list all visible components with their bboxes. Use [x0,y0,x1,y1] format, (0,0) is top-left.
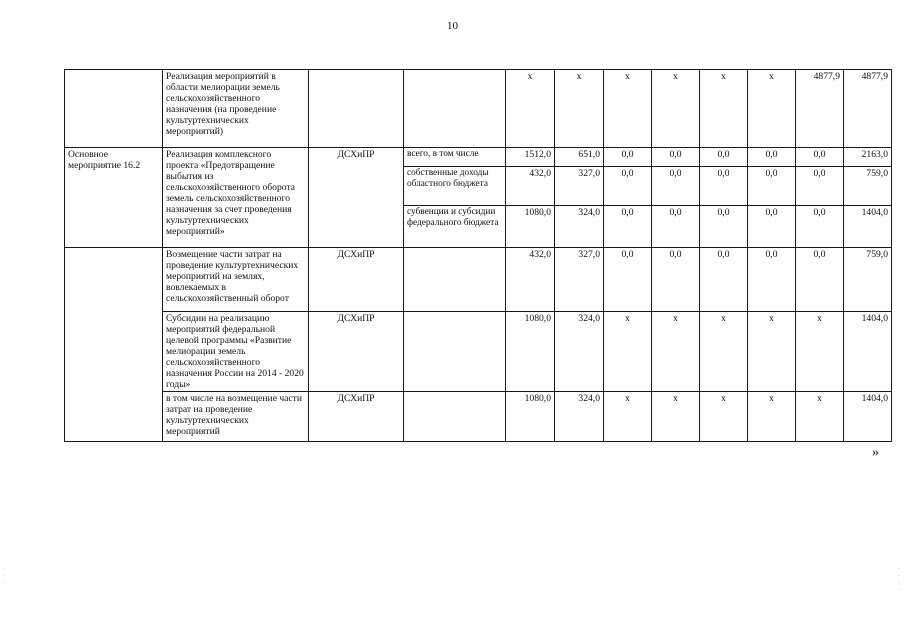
value-cell: 0,0 [796,206,844,248]
event-cell: в том числе на возмещение части затрат на проведение культуртехнических мероприятий [163,392,309,442]
source-cell [404,70,506,148]
value-cell: 432,0 [506,167,555,206]
value-cell: 0,0 [748,167,796,206]
source-cell: собственные доходы областного бюджета [404,167,506,206]
measure-cell [65,70,163,148]
value-cell: 0,0 [652,148,700,167]
budget-table [64,69,892,442]
value-cell: х [652,70,700,148]
value-cell: х [748,70,796,148]
table-row [65,312,892,392]
value-cell: 324,0 [555,206,604,248]
value-cell: 0,0 [604,167,652,206]
event-cell: Реализация мероприятий в области мелиорации земель сельскохозяйственного назначения (на проведение культуртехнических мероприятий) [163,70,309,148]
value-cell: 0,0 [796,248,844,312]
value-cell: х [700,392,748,442]
source-cell: всего, в том числе [404,148,506,167]
value-cell: 0,0 [700,167,748,206]
executor-cell: ДСХиПР [309,392,404,442]
total-cell: 2163,0 [844,148,892,167]
value-cell: х [748,312,796,392]
table-row [65,70,892,148]
table-row [65,392,892,442]
value-cell: 324,0 [555,392,604,442]
value-cell: 324,0 [555,312,604,392]
value-cell: х [652,312,700,392]
executor-cell [309,70,404,148]
value-cell: 0,0 [700,248,748,312]
value-cell: х [748,392,796,442]
value-cell: х [796,312,844,392]
value-cell: 0,0 [700,148,748,167]
value-cell: 0,0 [604,148,652,167]
executor-cell: ДСХиПР [309,248,404,312]
source-cell [404,312,506,392]
value-cell: 0,0 [748,148,796,167]
table-row [65,248,892,312]
source-cell: субвенции и субсидии федерального бюджета [404,206,506,248]
page-number: 10 [447,20,458,32]
total-cell: 1404,0 [844,392,892,442]
event-cell: Реализация комплексного проекта «Предотвращение выбытия из сельскохозяйственного оборота земель сельскохозяйственного назначения за счет проведения культуртехнических мероприятий» [163,148,309,248]
value-cell: х [604,312,652,392]
value-cell: 1512,0 [506,148,555,167]
value-cell: 0,0 [748,248,796,312]
total-cell: 759,0 [844,248,892,312]
total-cell: 1404,0 [844,206,892,248]
value-cell: 1080,0 [506,392,555,442]
scan-edge-mark-left: · · · [3,566,5,586]
value-cell: 432,0 [506,248,555,312]
executor-cell: ДСХиПР [309,148,404,248]
value-cell: 0,0 [796,167,844,206]
total-cell: 4877,9 [844,70,892,148]
value-cell: 1080,0 [506,312,555,392]
value-cell: 0,0 [652,167,700,206]
table-row [65,148,892,167]
value-cell: х [506,70,555,148]
closing-quote-mark: » [872,445,879,460]
measure-cell: Основное мероприятие 16.2 [65,148,163,248]
event-cell: Возмещение части затрат на проведение культуртехнических мероприятий на землях, вовлекаемых в сельскохозяйственный оборот [163,248,309,312]
value-cell: 0,0 [604,206,652,248]
source-cell [404,248,506,312]
value-cell: 0,0 [748,206,796,248]
event-cell: Субсидии на реализацию мероприятий федеральной целевой программы «Развитие мелиорации земель сельскохозяйственного назначения России на 2014 - 2020 годы» [163,312,309,392]
value-cell: 0,0 [652,248,700,312]
value-cell: 327,0 [555,248,604,312]
value-cell: 4877,9 [796,70,844,148]
source-cell [404,392,506,442]
total-cell: 759,0 [844,167,892,206]
scan-edge-mark-right: · · · · [898,566,900,593]
value-cell: 651,0 [555,148,604,167]
value-cell: 0,0 [604,248,652,312]
value-cell: х [555,70,604,148]
value-cell: х [700,312,748,392]
executor-cell: ДСХиПР [309,312,404,392]
value-cell: х [652,392,700,442]
value-cell: х [796,392,844,442]
measure-cell [65,248,163,442]
value-cell: 1080,0 [506,206,555,248]
value-cell: х [700,70,748,148]
value-cell: х [604,392,652,442]
value-cell: 0,0 [796,148,844,167]
value-cell: 0,0 [652,206,700,248]
value-cell: х [604,70,652,148]
value-cell: 0,0 [700,206,748,248]
total-cell: 1404,0 [844,312,892,392]
value-cell: 327,0 [555,167,604,206]
